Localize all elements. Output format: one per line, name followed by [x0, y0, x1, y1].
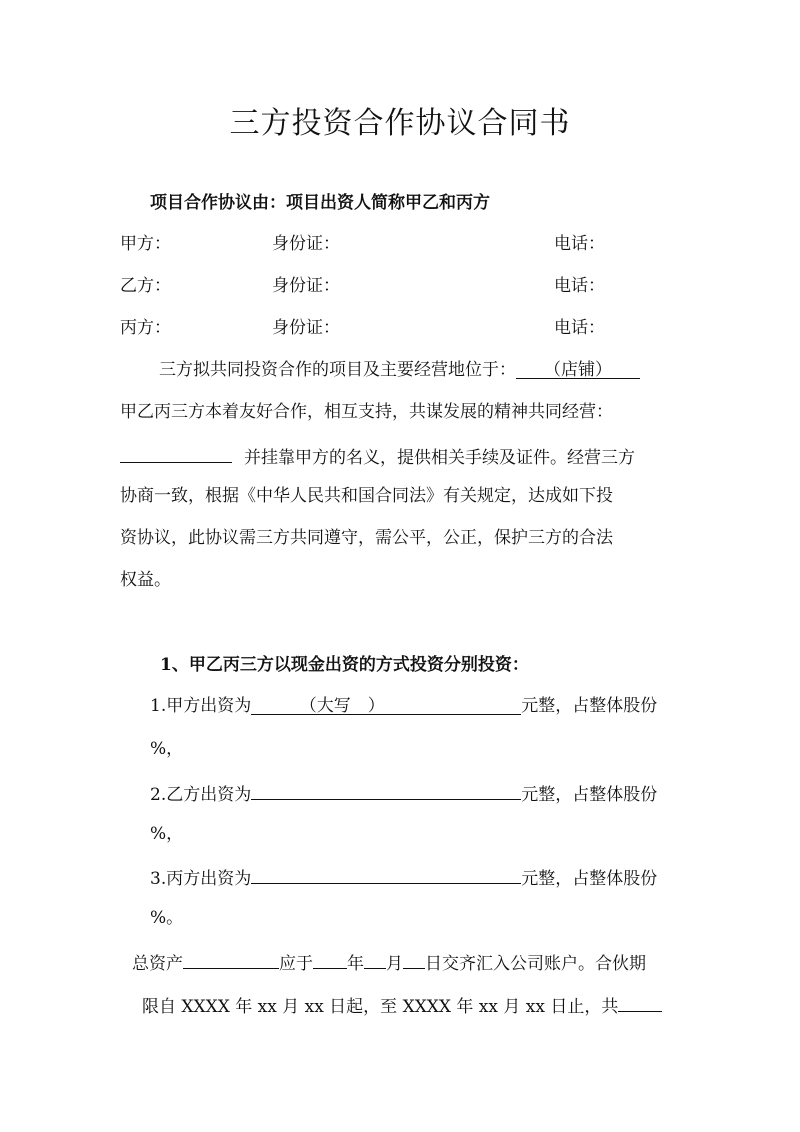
para1-line1	[159, 358, 640, 382]
month-blank	[364, 948, 386, 969]
location-blank: （店铺）	[516, 358, 640, 379]
investment-c-percent: %。	[150, 908, 184, 928]
para1-line6: 权益。	[120, 570, 171, 590]
business-blank	[120, 442, 232, 463]
party-row-a	[120, 232, 680, 256]
term-blank	[618, 991, 662, 1012]
year-label: 年	[347, 954, 364, 974]
investment-row-c	[150, 863, 657, 891]
party-b-tel-label: 电话：	[554, 276, 605, 296]
investment-a-blank-text: （大写 ）	[299, 696, 385, 716]
investment-a-suffix: 元整，占整体股份	[521, 696, 658, 716]
investment-row-b	[150, 779, 657, 807]
investment-c-prefix: 3.丙方出资为	[150, 869, 252, 889]
party-c-label: 丙方：	[120, 318, 171, 338]
total-assets-blank	[183, 948, 279, 969]
term-line	[142, 991, 662, 1019]
investment-b-percent: %，	[150, 824, 184, 844]
investment-b-prefix: 2.乙方出资为	[150, 785, 252, 805]
party-b-id-label: 身份证：	[272, 276, 340, 296]
investment-b-blank	[251, 779, 521, 800]
investment-a-blank	[251, 694, 521, 715]
para1-line1-text: 三方拟共同投资合作的项目及主要经营地位于：	[159, 360, 516, 380]
investment-a-prefix: 1.甲方出资为	[150, 696, 252, 716]
deadline-text: 日交齐汇入公司账户。合伙期	[425, 954, 646, 974]
investment-a-percent: %，	[150, 739, 184, 759]
due-label: 应于	[279, 954, 313, 974]
party-c-id-label: 身份证：	[272, 318, 340, 338]
investment-b-suffix: 元整，占整体股份	[521, 785, 658, 805]
intro-line: 项目合作协议由：项目出资人简称甲乙和丙方	[150, 193, 490, 213]
party-a-label: 甲方：	[120, 234, 171, 254]
month-label: 月	[386, 954, 403, 974]
day-blank	[403, 948, 425, 969]
party-row-b	[120, 274, 680, 298]
year-blank	[313, 948, 347, 969]
term-text: 限自 XXXX 年 xx 月 xx 日起，至 XXXX 年 xx 月 xx 日止，共	[142, 997, 619, 1017]
total-assets-line	[132, 948, 646, 976]
investment-c-blank	[251, 863, 521, 884]
section1-heading: 1、甲乙丙三方以现金出资的方式投资分别投资：	[160, 655, 529, 675]
para1-line2: 甲乙丙三方本着友好合作，相互支持，共谋发展的精神共同经营：	[120, 402, 613, 422]
party-c-tel-label: 电话：	[554, 318, 605, 338]
document-title: 三方投资合作协议合同书	[229, 106, 571, 141]
para1-line5: 资协议，此协议需三方共同遵守，需公平，公正，保护三方的合法	[120, 528, 613, 548]
para1-line3	[120, 442, 635, 470]
party-row-c	[120, 316, 680, 340]
party-a-tel-label: 电话：	[554, 234, 605, 254]
party-a-id-label: 身份证：	[272, 234, 340, 254]
party-b-label: 乙方：	[120, 276, 171, 296]
total-assets-label: 总资产	[132, 954, 183, 974]
para1-line3-text: 并挂靠甲方的名义，提供相关手续及证件。经营三方	[244, 448, 635, 468]
investment-c-suffix: 元整，占整体股份	[521, 869, 658, 889]
para1-line4: 协商一致，根据《中华人民共和国合同法》有关规定，达成如下投	[120, 486, 613, 506]
investment-row-a	[150, 694, 657, 718]
